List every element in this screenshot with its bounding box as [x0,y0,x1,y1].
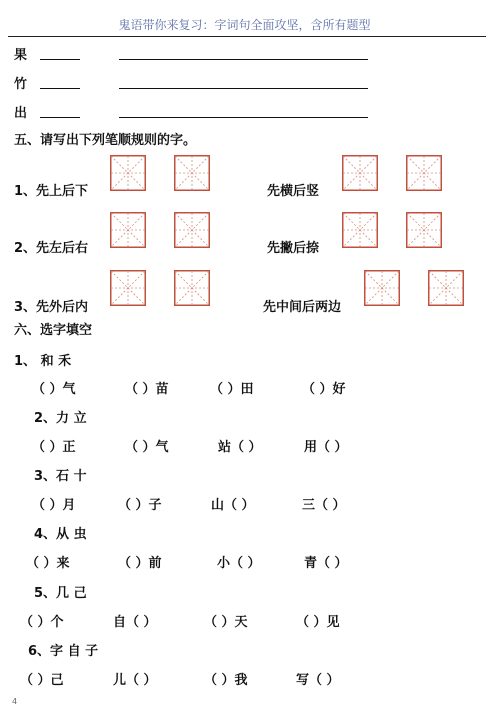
fill-bracket-item[interactable]: （ ）见 [296,615,340,630]
section-6-title: 六、选字填空 [14,323,93,338]
fill-blank-short [40,59,80,60]
fill-bracket-item[interactable]: 三（ ） [302,498,346,513]
writing-grid-box[interactable] [110,270,146,306]
stroke-rule-label: 3、先外后内 [14,300,89,315]
stroke-rule-label: 先撇后捺 [267,241,320,256]
fill-bracket-item[interactable]: 自（ ） [113,615,157,630]
choice-group-label: 6、字 自 子 [28,644,99,659]
choice-group-label: 4、从 虫 [34,527,87,542]
header-divider [8,36,486,37]
page-number: 4 [12,697,18,706]
fill-bracket-item[interactable]: （ ）好 [302,382,346,397]
stroke-rule-label: 1、先上后下 [14,184,89,199]
fill-bracket-item[interactable]: （ ）前 [118,556,162,571]
choice-group-label: 1、 和 禾 [14,354,72,369]
fill-bracket-item[interactable]: （ ）苗 [125,382,169,397]
writing-grid-box[interactable] [406,212,442,248]
stroke-rule-label: 2、先左后右 [14,241,89,256]
fill-bracket-item[interactable]: （ ）我 [204,673,248,688]
writing-grid-box[interactable] [110,212,146,248]
section-5-title: 五、请写出下列笔顺规则的字。 [14,133,197,148]
stroke-rule-label: 先中间后两边 [263,300,342,315]
writing-grid-box[interactable] [174,212,210,248]
fill-blank-short [40,88,80,89]
fill-blank-short [40,117,80,118]
fill-bracket-item[interactable]: （ ）月 [32,498,76,513]
fill-bracket-item[interactable]: 儿（ ） [113,673,157,688]
fill-bracket-item[interactable]: 山（ ） [211,498,255,513]
fill-bracket-item[interactable]: （ ）气 [125,440,169,455]
page-header-title: 鬼语带你来复习：字词句全面攻坚，含所有题型 [118,18,371,32]
fill-bracket-item[interactable]: 用（ ） [304,440,348,455]
fill-bracket-item[interactable]: 小（ ） [217,556,261,571]
writing-grid-box[interactable] [174,155,210,191]
stroke-rule-label: 先横后竖 [267,184,320,199]
writing-grid-box[interactable] [406,155,442,191]
choice-group-label: 5、几 己 [34,586,87,601]
fill-bracket-item[interactable]: （ ）个 [20,615,64,630]
fill-bracket-item[interactable]: （ ）气 [32,382,76,397]
fill-row-char: 竹 [14,77,28,92]
fill-bracket-item[interactable]: 站（ ） [218,440,262,455]
fill-bracket-item[interactable]: （ ）正 [32,440,76,455]
fill-bracket-item[interactable]: 写（ ） [296,673,340,688]
fill-bracket-item[interactable]: （ ）己 [20,673,64,688]
choice-group-label: 3、石 十 [34,469,87,484]
fill-blank-long [119,117,368,118]
fill-row-char: 果 [14,48,28,63]
writing-grid-box[interactable] [174,270,210,306]
writing-grid-box[interactable] [428,270,464,306]
fill-blank-long [119,59,368,60]
writing-grid-box[interactable] [364,270,400,306]
writing-grid-box[interactable] [110,155,146,191]
writing-grid-box[interactable] [342,212,378,248]
choice-group-label: 2、力 立 [34,411,87,426]
fill-blank-long [119,88,368,89]
fill-row-char: 出 [14,106,28,121]
fill-bracket-item[interactable]: （ ）来 [26,556,70,571]
fill-bracket-item[interactable]: 青（ ） [304,556,348,571]
fill-bracket-item[interactable]: （ ）子 [118,498,162,513]
writing-grid-box[interactable] [342,155,378,191]
fill-bracket-item[interactable]: （ ）田 [210,382,254,397]
fill-bracket-item[interactable]: （ ）天 [204,615,248,630]
